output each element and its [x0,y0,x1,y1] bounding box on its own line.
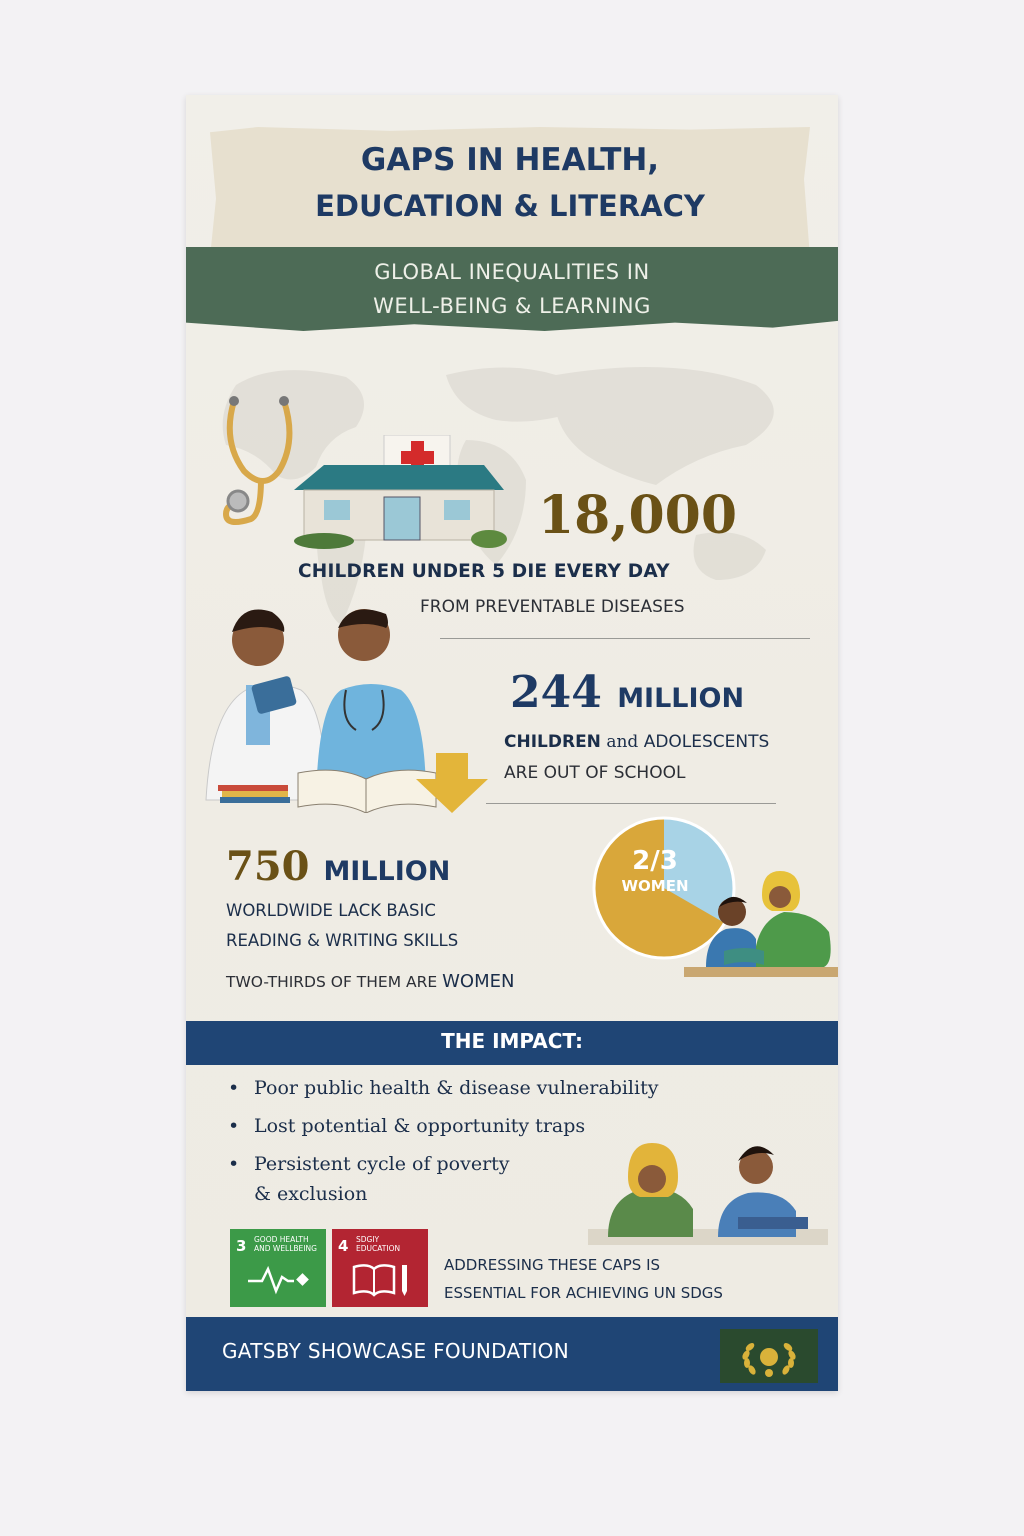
students-studying-illustration [588,1137,828,1245]
subtitle-line-2: WELL-BEING & LEARNING [373,294,651,318]
foundation-name: GATSBY SHOWCASE FOUNDATION [222,1339,569,1363]
down-arrow-icon [414,753,490,815]
sdg-goal-3-number: 3 [236,1237,247,1255]
stat-school-line-1 [504,732,769,752]
stat-health-line-1: CHILDREN UNDER 5 DIE EVERY DAY [298,561,670,582]
sdg-goal-4-tile [332,1229,428,1307]
book-pencil-icon [348,1261,414,1297]
stat-school-line-2: ARE OUT OF SCHOOL [504,763,686,783]
stat-school-number: 244 [510,667,602,718]
title-line-1: GAPS IN HEALTH, [360,142,660,178]
mother-child-reading-illustration [684,867,838,992]
sdg-goal-4-number: 4 [338,1237,349,1255]
sdg-note [444,1251,723,1307]
stat-school-and: and [606,732,639,752]
subtitle-line-1: GLOBAL INEQUALITIES IN [374,260,650,284]
impact-item-line-1: Persistent cycle of poverty [254,1153,510,1175]
stat-school-adolescents: ADOLESCENTS [643,732,770,752]
foundation-laurel-logo [720,1329,818,1383]
stat-school-unit: MILLION [617,683,745,714]
heartbeat-icon [246,1261,312,1297]
impact-title: THE IMPACT: [441,1029,583,1053]
impact-item-line-2: & exclusion [254,1183,368,1205]
subtitle [186,255,838,323]
pie-fraction: 2/3 [632,846,678,876]
stat-literacy-line-3 [226,971,514,992]
divider-2 [486,803,776,804]
stat-health-line-2: FROM PREVENTABLE DISEASES [420,597,685,617]
stat-literacy-two-thirds: TWO-THIRDS OF THEM ARE [226,973,438,991]
clinic-building-icon [284,435,509,550]
stat-literacy-line-1: WORLDWIDE LACK BASIC [226,901,436,920]
infographic-poster [186,95,838,1391]
poster-title [210,137,810,229]
stat-school-children: CHILDREN [504,732,601,752]
divider-1 [440,638,810,639]
stat-literacy-line-2: READING & WRITING SKILLS [226,931,459,950]
stat-literacy-women: WOMEN [442,971,515,992]
pie-word: WOMEN [621,877,689,895]
sdg-goal-3-label: GOOD HEALTH AND WELLBEING [254,1235,317,1253]
sdg-goal-4-label: SDGIY EDUCATION [356,1235,401,1253]
sdg-note-line-1: ADDRESSING THESE CAPS IS [444,1256,661,1274]
stat-school-value [510,667,744,718]
stat-literacy-unit: MILLION [323,856,451,887]
stat-literacy-value [226,843,450,890]
impact-item: • Poor public health & disease vulnerability [228,1073,658,1103]
stat-health-value: 18,000 [538,485,738,546]
sdg-goal-3-tile [230,1229,326,1307]
title-line-2: EDUCATION & LITERACY [315,189,705,223]
impact-item: • Lost potential & opportunity traps [228,1111,658,1141]
sdg-note-line-2: ESSENTIAL FOR ACHIEVING UN SDGS [444,1284,723,1302]
stat-literacy-number: 750 [226,843,310,890]
